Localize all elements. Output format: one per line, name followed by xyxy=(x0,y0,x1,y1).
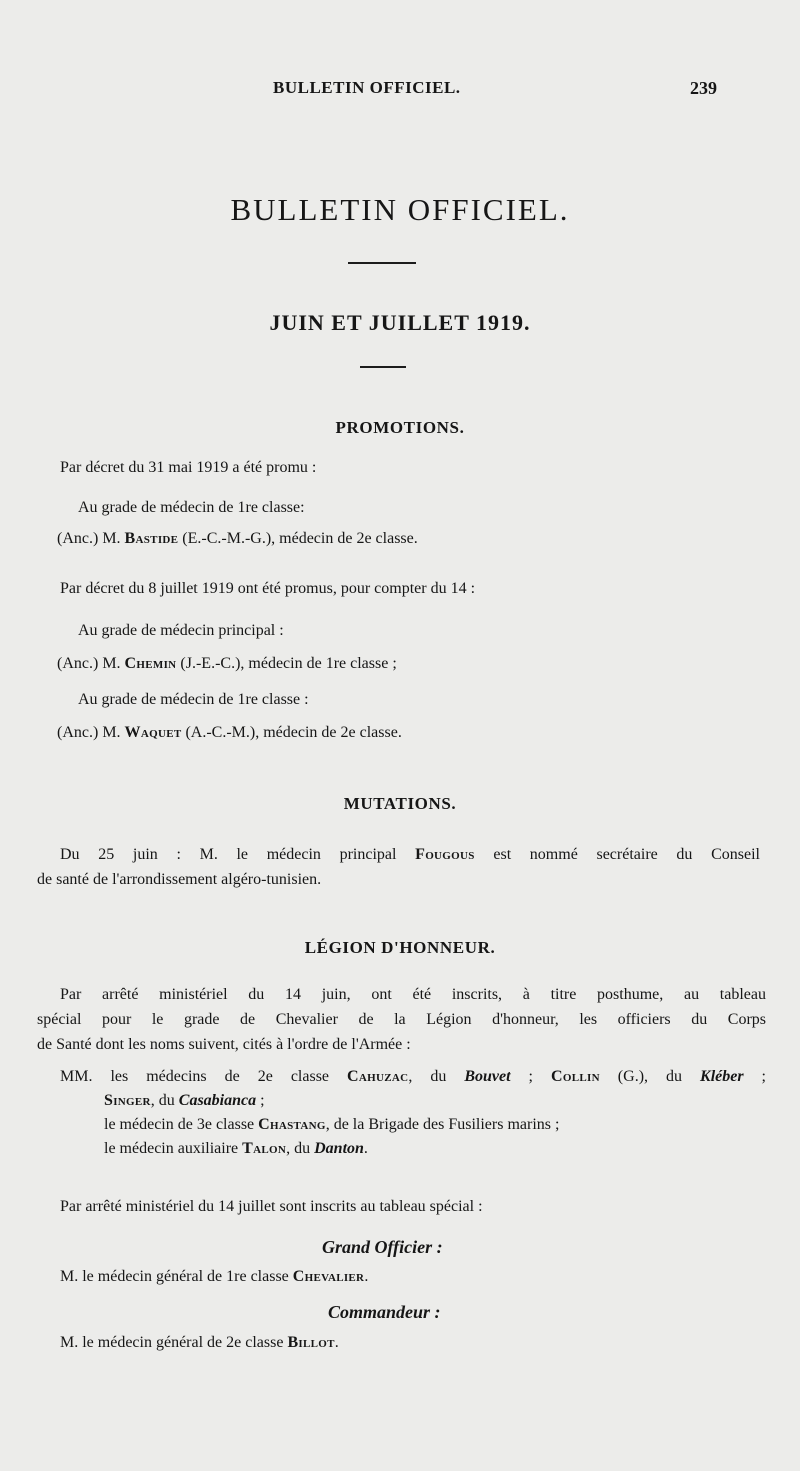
mutation-line-2: de santé de l'arrondissement algéro-tunisien. xyxy=(37,871,322,888)
officer-name: Chemin xyxy=(124,655,177,672)
ship-name: Kléber xyxy=(700,1068,744,1085)
legion-entry-talon xyxy=(104,1140,368,1158)
promotion-entry-2 xyxy=(57,655,397,673)
running-header xyxy=(0,78,800,102)
entry-prefix: MM. les médecins de 2e classe xyxy=(60,1068,348,1085)
legion-para-2: Par arrêté ministériel du 14 juillet sont inscrits au tableau spécial : xyxy=(60,1198,483,1215)
entry-connector: , du xyxy=(408,1068,465,1085)
legion-entry-chastang xyxy=(104,1116,559,1134)
subheading-grand-officier: Grand Officier : xyxy=(322,1237,443,1257)
promotion-decree-1: Par décret du 31 mai 1919 a été promu : xyxy=(60,459,317,476)
subheading-commandeur: Commandeur : xyxy=(328,1302,441,1322)
title-divider xyxy=(348,262,416,264)
entry-prefix: M. le médecin général de 1re classe xyxy=(60,1268,293,1285)
entry-suffix: . xyxy=(334,1334,339,1351)
mutation-prefix: Du 25 juin : M. le médecin principal xyxy=(60,846,416,863)
promotion-decree-2: Par décret du 8 juillet 1919 ont été promus, pour compter du 14 : xyxy=(60,580,476,597)
entry-prefix: le médecin de 3e classe xyxy=(104,1116,259,1133)
section-heading-mutations: MUTATIONS. xyxy=(343,794,457,813)
legion-entry-mm xyxy=(60,1068,766,1086)
entry-prefix: (Anc.) M. xyxy=(57,724,125,741)
entry-connector: (G.), du xyxy=(599,1068,701,1085)
officer-name: Cahuzac xyxy=(347,1068,409,1085)
ship-name: Bouvet xyxy=(464,1068,511,1085)
entry-connector: , du xyxy=(150,1092,179,1109)
officer-name: Billot xyxy=(287,1334,335,1351)
promotion-entry-3 xyxy=(57,724,402,742)
officer-name: Chastang xyxy=(258,1116,326,1133)
entry-end: . xyxy=(363,1140,368,1157)
mutation-line-1 xyxy=(60,846,760,864)
legion-para-line-2: spécial pour le grade de Chevalier de la Légion d'honneur, les officiers du Corps xyxy=(37,1011,766,1028)
entry-prefix: le médecin auxiliaire xyxy=(104,1140,243,1157)
issue-date-heading: JUIN ET JUILLET 1919. xyxy=(269,310,531,335)
grade-line-2: Au grade de médecin principal : xyxy=(78,622,284,639)
entry-end: ; xyxy=(256,1092,265,1109)
entry-prefix: M. le médecin général de 2e classe xyxy=(60,1334,288,1351)
subtitle-divider xyxy=(360,366,406,368)
entry-suffix: . xyxy=(364,1268,369,1285)
entry-prefix: (Anc.) M. xyxy=(57,655,125,672)
entry-suffix: (J.-E.-C.), médecin de 1re classe ; xyxy=(176,655,397,672)
officer-name: Collin xyxy=(551,1068,600,1085)
mutation-suffix: est nommé secrétaire du Conseil xyxy=(474,846,760,863)
ship-name: Danton xyxy=(314,1140,364,1157)
ship-name: Casabianca xyxy=(178,1092,257,1109)
section-heading-legion: LÉGION D'HONNEUR. xyxy=(304,938,496,957)
officer-name: Fougous xyxy=(415,846,475,863)
officer-name: Talon xyxy=(242,1140,287,1157)
officer-name: Chevalier xyxy=(292,1268,365,1285)
entry-end: ; xyxy=(743,1068,767,1085)
section-heading-promotions: PROMOTIONS. xyxy=(335,418,465,437)
legion-para-line-3: de Santé dont les noms suivent, cités à l'ordre de l'Armée : xyxy=(37,1036,411,1053)
entry-separator: ; xyxy=(510,1068,551,1085)
grade-line-1: Au grade de médecin de 1re classe: xyxy=(78,499,305,516)
entry-suffix: , de la Brigade des Fusiliers marins ; xyxy=(325,1116,560,1133)
promotion-entry-1 xyxy=(57,530,418,548)
page-title: BULLETIN OFFICIEL. xyxy=(230,192,570,227)
page-number: 239 xyxy=(690,78,717,98)
entry-prefix: (Anc.) M. xyxy=(57,530,125,547)
commandeur-entry xyxy=(60,1334,339,1352)
grade-line-3: Au grade de médecin de 1re classe : xyxy=(78,691,309,708)
legion-entry-singer xyxy=(104,1092,265,1110)
grand-officier-entry xyxy=(60,1268,368,1286)
officer-name: Singer xyxy=(104,1092,151,1109)
officer-name: Waquet xyxy=(124,724,182,741)
legion-para-line-1: Par arrêté ministériel du 14 juin, ont été inscrits, à titre posthume, au tableau xyxy=(60,986,766,1003)
entry-connector: , du xyxy=(286,1140,315,1157)
entry-suffix: (E.-C.-M.-G.), médecin de 2e classe. xyxy=(178,530,418,547)
officer-name: Bastide xyxy=(124,530,179,547)
running-header-title: BULLETIN OFFICIEL. xyxy=(273,78,461,97)
entry-suffix: (A.-C.-M.), médecin de 2e classe. xyxy=(181,724,402,741)
